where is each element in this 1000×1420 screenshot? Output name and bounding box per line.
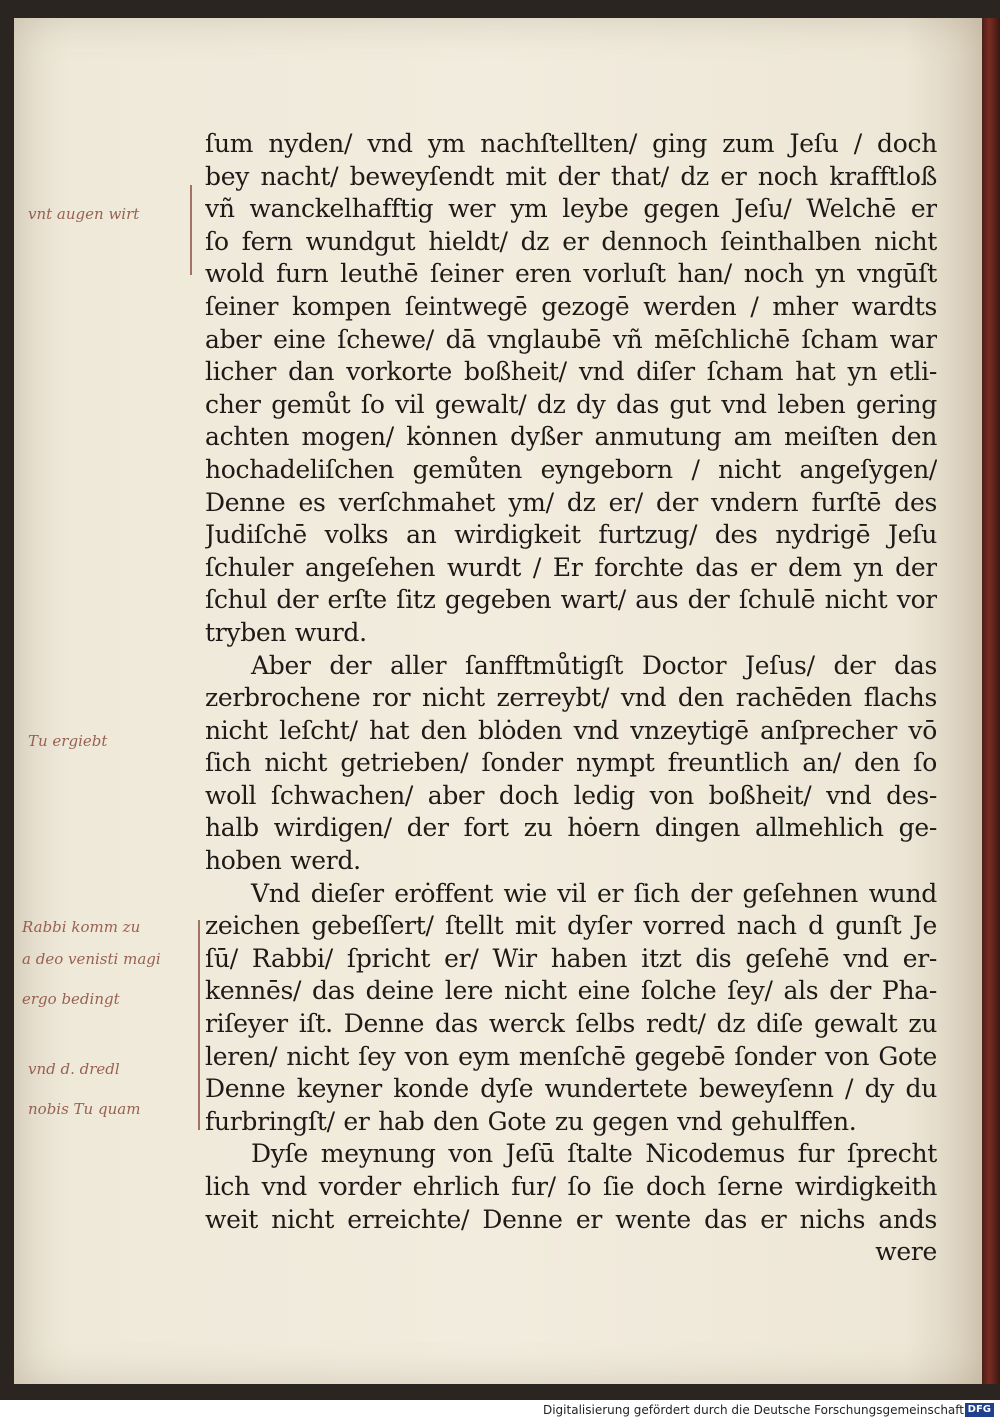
text-line: kennēs/ das deine lere nicht eine ſolche ſey/ als der Pha- [205, 976, 937, 1006]
margin-note: Rabbi komm zu [22, 918, 141, 936]
dfg-logo: DFG [965, 1403, 994, 1417]
footer-bar [0, 1400, 1000, 1420]
paragraph-start-line: Dyſe meynung von Jeſū ſtalte Nicodemus fur ſprecht [251, 1139, 937, 1169]
text-line: zeichen gebeſſert/ ſtellt mit dyſer vorred nach d gunſt Je [205, 911, 937, 941]
text-line: ſich nicht getrieben/ ſonder nympt freuntlich an/ den ſo [205, 748, 937, 778]
text-line: Denne es verſchmahet ym/ dz er/ der vndern furſtē des [205, 487, 937, 517]
text-line: ſū/ Rabbi/ ſpricht er/ Wir haben itzt dis geſehē vnd er- [205, 943, 937, 973]
text-line: weit nicht erreichte/ Denne er wente das er nichs ands [205, 1204, 937, 1234]
text-line: ſo fern wundgut hieldt/ dz er dennoch ſeinthalben nicht [205, 226, 937, 256]
text-line: ſum nyden/ vnd ym nachſtellten/ ging zum Jeſu / doch [205, 129, 937, 158]
margin-note: vnt augen wirt [28, 205, 140, 223]
text-line: achten mogen/ kȯnnen dyßer anmutung am meiſten den [205, 422, 937, 452]
margin-note: a deo venisti magi [22, 950, 161, 968]
text-line: furbringſt/ er hab den Gote zu gegen vnd gehulffen. [205, 1106, 857, 1136]
margin-bracket [182, 185, 192, 275]
margin-bracket [190, 920, 200, 1130]
margin-note: nobis Tu quam [28, 1100, 141, 1118]
text-line: woll ſchwachen/ aber doch ledig von boßheit/ vnd des- [205, 780, 937, 810]
text-line: cher gemůt ſo vil gewalt/ dz dy das gut vnd leben gering [205, 389, 937, 419]
text-line: aber eine ſchewe/ dā vnglaubē vñ mēſchlichē ſcham war [205, 324, 937, 354]
text-line: leren/ nicht ſey von eym menſchē gegebē ſonder von Gote [205, 1041, 937, 1071]
paragraph-start-line: Aber der aller ſanfftmůtigſt Doctor Jeſus/ der das [251, 650, 937, 680]
text-line: ſchul der erſte ſitz gegeben wart/ aus der ſchulē nicht vor [205, 585, 937, 615]
text-line: hoben werd. [205, 846, 361, 876]
book-cover-edge [982, 18, 1000, 1384]
text-line: wold furn leuthē ſeiner eren vorluſt han/ noch yn vngūſt [205, 259, 937, 289]
main-text-block [205, 128, 937, 1269]
text-line: hochadeliſchen gemůten eyngeborn / nicht angeſygen/ [205, 454, 937, 484]
text-line: riſeyer iſt. Denne das werck ſelbs redt/ dz diſe gewalt zu [205, 1009, 937, 1039]
funding-notice: Digitalisierung gefördert durch die Deutsche Forschungsgemeinschaft [542, 1403, 964, 1417]
text-line: halb wirdigen/ der fort zu hȯern dingen allmehlich ge- [205, 813, 937, 843]
text-line: nicht leſcht/ hat den blȯden vnd vnzeytigē anſprecher vō [205, 715, 937, 745]
margin-note: ergo bedingt [22, 990, 120, 1008]
text-line: lich vnd vorder ehrlich fur/ ſo ſie doch ſerne wirdigkeith [205, 1172, 937, 1201]
catchword: were [875, 1237, 937, 1267]
text-line: tryben wurd. [205, 617, 367, 647]
text-line: bey nacht/ beweyſendt mit der that/ dz er noch krafftloß [205, 161, 937, 191]
text-line: zerbrochene ror nicht zerreybt/ vnd den rachēden flachs [205, 683, 937, 713]
text-line: Judiſchē volks an wirdigkeit furtzug/ des nydrigē Jeſu [205, 520, 937, 550]
margin-note: Tu ergiebt [28, 732, 108, 750]
margin-note: vnd d. dredl [28, 1060, 120, 1078]
text-line: vñ wanckelhafftig wer ym leybe gegen Jeſu/ Welchē er [205, 194, 937, 224]
text-line: ſeiner kompen ſeintwegē gezogē werden / mher wardts [205, 291, 937, 321]
text-line: licher dan vorkorte boßheit/ vnd diſer ſcham hat yn etli- [205, 357, 937, 387]
paragraph-start-line: Vnd dieſer erȯffent wie vil er ſich der geſehnen wund [251, 878, 937, 908]
text-line: ſchuler angeſehen wurdt / Er forchte das er dem yn der [205, 552, 937, 582]
text-line: Denne keyner konde dyſe wundertete beweyſenn / dy du [205, 1074, 937, 1104]
